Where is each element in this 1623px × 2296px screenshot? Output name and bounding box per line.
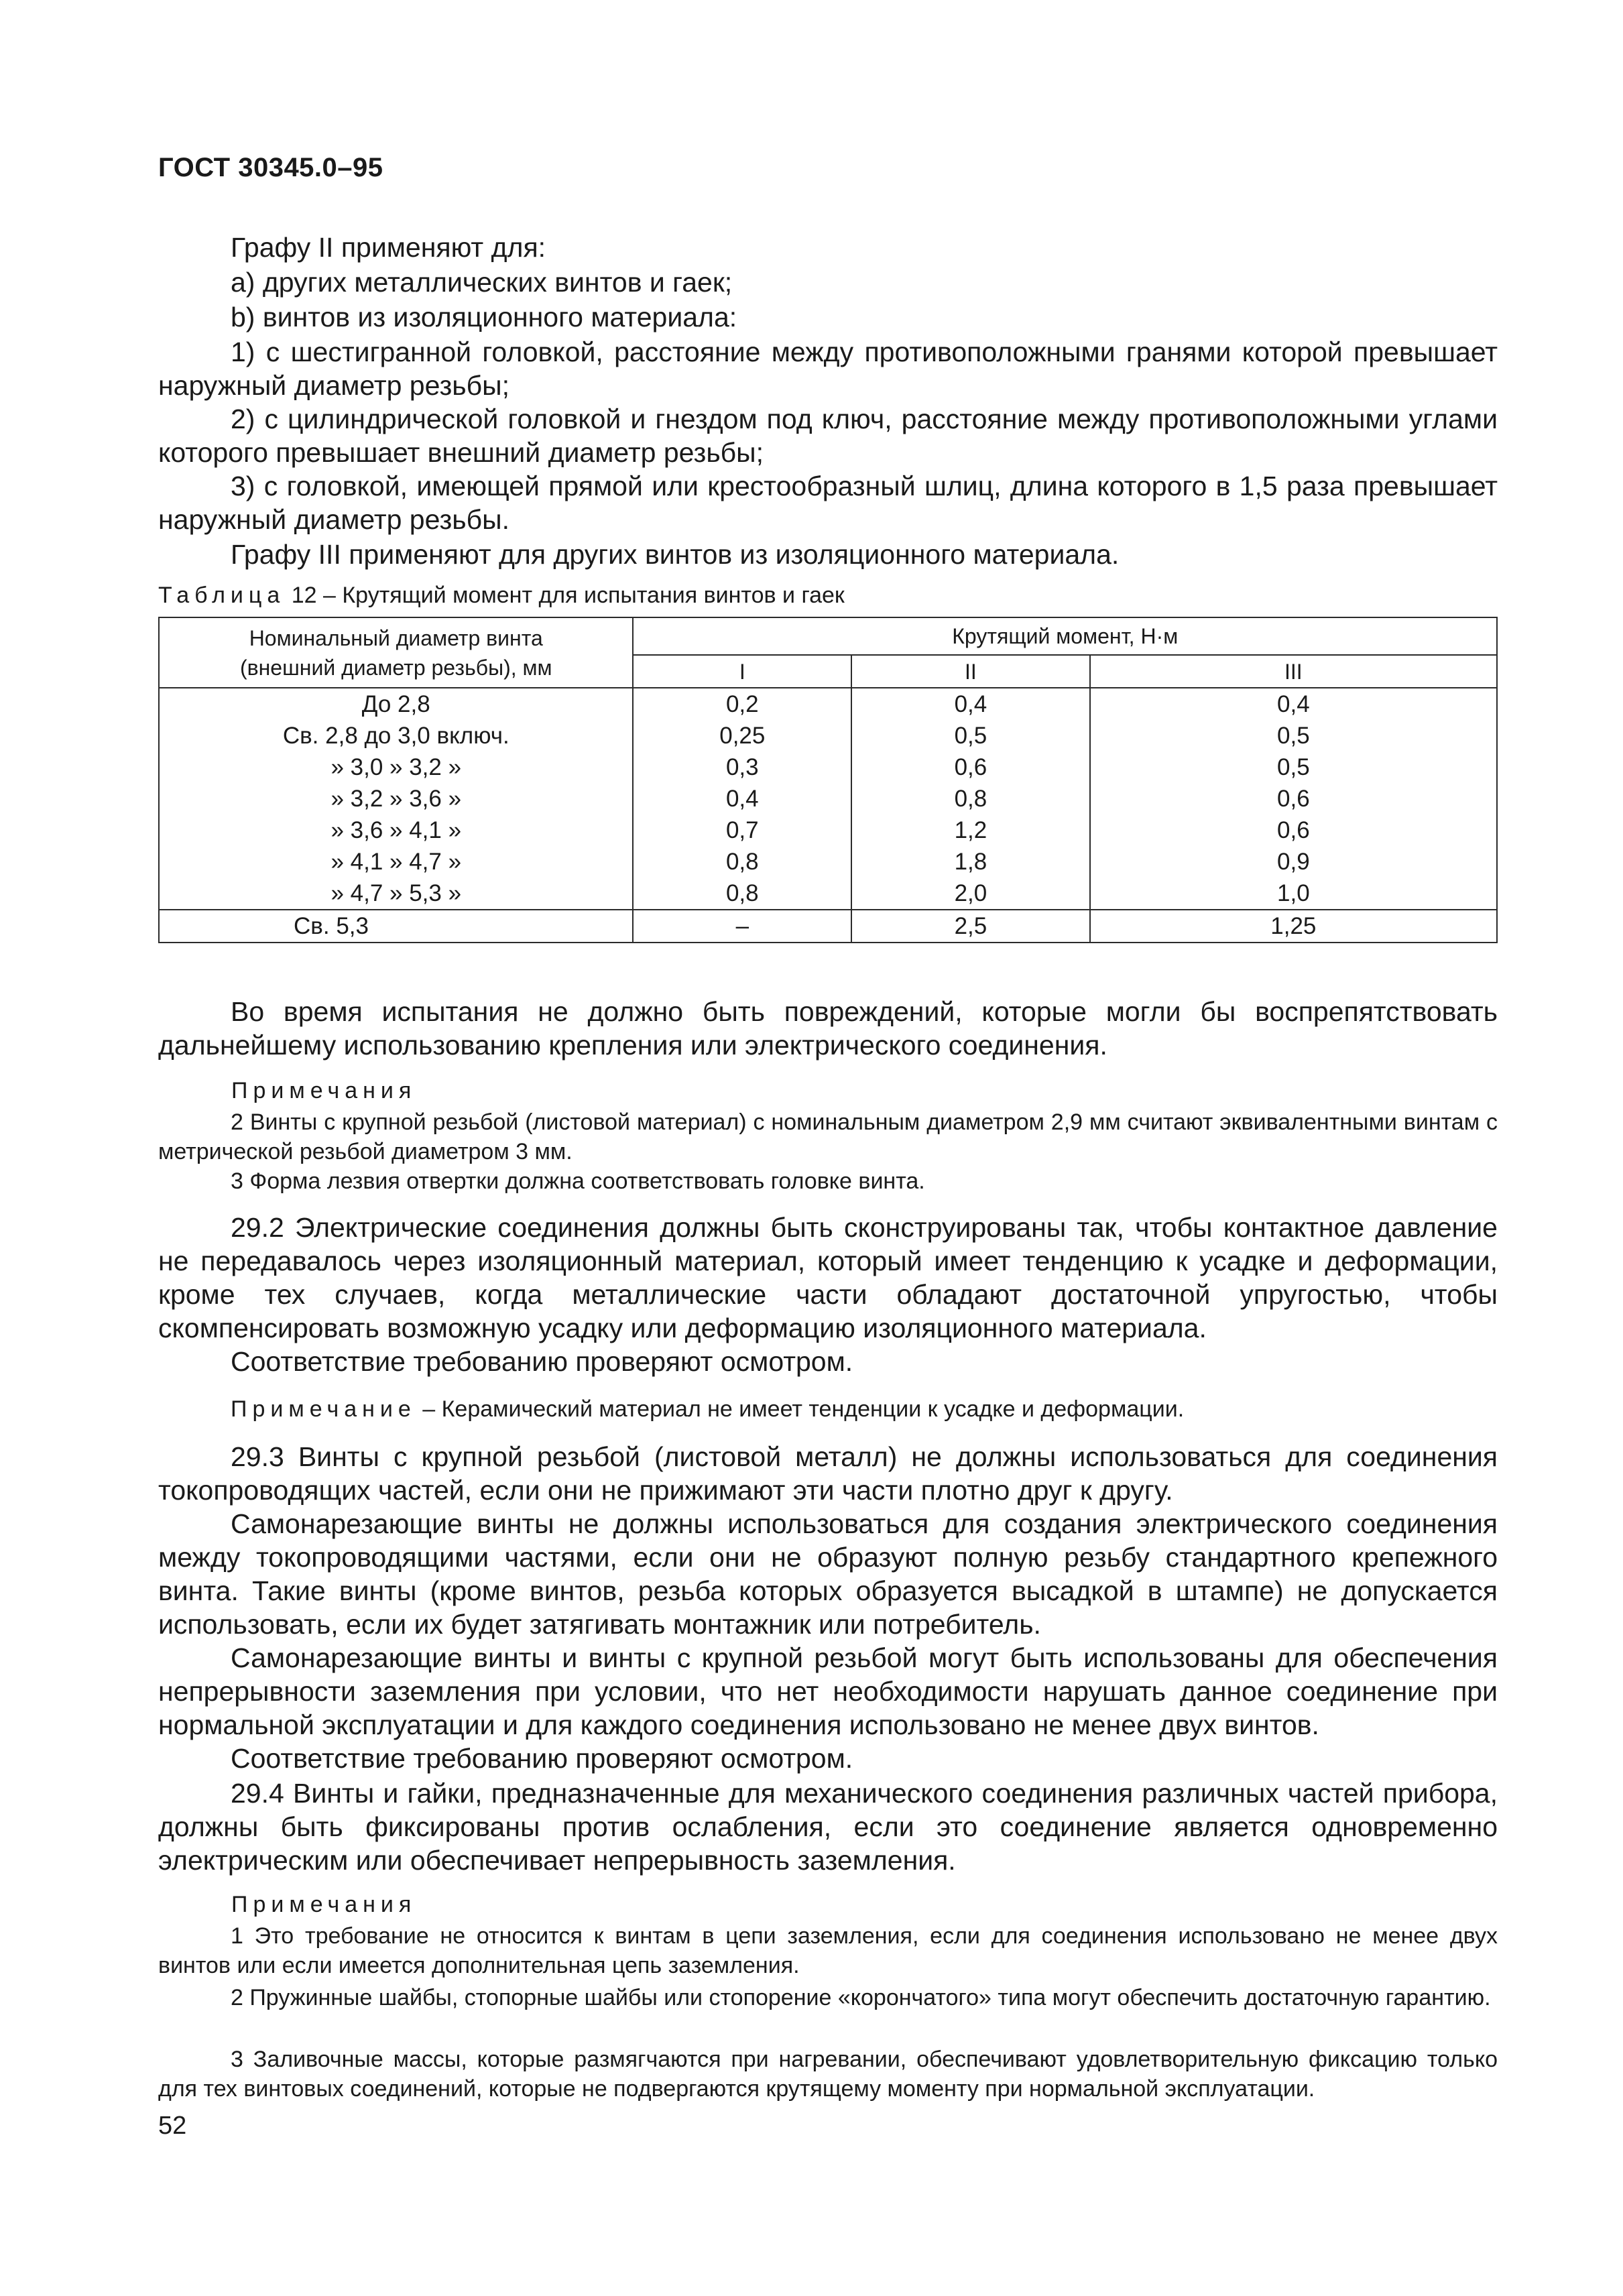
table-row: [159, 846, 1497, 878]
section-29-2-conformity: Соответствие требованию проверяют осмотром.: [231, 1346, 853, 1377]
cell-ii: 0,4: [851, 688, 1090, 720]
table-row: [159, 878, 1497, 910]
header-torque: Крутящий момент, Н·м: [633, 617, 1497, 655]
table-row: [159, 751, 1497, 783]
header-col-i: I: [633, 655, 851, 688]
cell-iii: 0,5: [1090, 720, 1497, 751]
cell-ii: 1,8: [851, 846, 1090, 878]
intro-paragraph-7: Графу III применяют для других винтов из изоляционного материала.: [231, 539, 1120, 570]
note-4-3: 3 Заливочные массы, которые размягчаются при нагревании, обеспечивают удовлетворительную фиксацию только для тех винтовых соединений, которые не подвергаются крутящему моменту при нормальной эксплуатации.: [158, 2047, 1498, 2102]
note-4-1: 1 Это требование не относится к винтам в цепи заземления, если для соединения использовано не менее двух винтов или если имеется дополнительная цепь заземления.: [158, 1923, 1498, 1978]
cell-diameter: » 4,7 » 5,3 »: [159, 878, 633, 910]
section-29-3-paragraph-2: Самонарезающие винты не должны использоваться для создания электрического соединения между токопроводящими частями, если они не образуют полную резьбу стандартного крепежного винта. Такие винты (кроме винтов, резьба которых образуется высадкой в штампе) не допускается использовать, если их будет затягивать монтажник или потребитель.: [158, 1508, 1498, 1640]
notes-heading-2: Примечания: [231, 1892, 417, 1917]
cell-diameter: Св. 5,3: [159, 910, 633, 943]
intro-paragraph-6: 3) с головкой, имеющей прямой или крестообразный шлиц, длина которого в 1,5 раза превышает наружный диаметр резьбы.: [158, 471, 1498, 535]
cell-iii: 1,25: [1090, 910, 1497, 943]
cell-i: 0,2: [633, 688, 851, 720]
cell-i: 0,4: [633, 783, 851, 814]
after-table-paragraph: Во время испытания не должно быть повреждений, которые могли бы воспрепятствовать дальнейшему использованию крепления или электрического соединения.: [158, 996, 1498, 1061]
note-2: 2 Винты с крупной резьбой (листовой материал) с номинальным диаметром 2,9 мм считают эквивалентными винтам с метрической резьбой диаметром 3 мм.: [158, 1109, 1498, 1164]
cell-i: 0,8: [633, 878, 851, 910]
header-diameter: Номинальный диаметр винта (внешний диаметр резьбы), мм: [159, 617, 633, 688]
cell-diameter: » 3,0 » 3,2 »: [159, 751, 633, 783]
table-row: [159, 910, 1497, 943]
section-29-3-conformity: Соответствие требованию проверяют осмотром.: [231, 1743, 853, 1774]
cell-iii: 0,9: [1090, 846, 1497, 878]
cell-diameter: До 2,8: [159, 688, 633, 720]
cell-ii: 0,6: [851, 751, 1090, 783]
note-3: 3 Форма лезвия отвертки должна соответствовать головке винта.: [231, 1168, 925, 1194]
intro-paragraph-5: 2) с цилиндрической головкой и гнездом под ключ, расстояние между противоположными углами которого превышает внешний диаметр резьбы;: [158, 404, 1498, 468]
cell-diameter: Св. 2,8 до 3,0 включ.: [159, 720, 633, 751]
standard-header: ГОСТ 30345.0–95: [158, 153, 383, 182]
section-29-3-paragraph-1: 29.3 Винты с крупной резьбой (листовой металл) не должны использоваться для соединения токопроводящих частей, если они не прижимают эти части плотно друг к другу.: [158, 1441, 1498, 1506]
table-row: [159, 720, 1497, 751]
cell-ii: 2,5: [851, 910, 1090, 943]
cell-ii: 0,5: [851, 720, 1090, 751]
cell-i: 0,25: [633, 720, 851, 751]
cell-diameter: » 3,6 » 4,1 »: [159, 814, 633, 846]
header-col-ii: II: [851, 655, 1090, 688]
cell-ii: 1,2: [851, 814, 1090, 846]
cell-diameter: » 4,1 » 4,7 »: [159, 846, 633, 878]
note-ceramic-text: – Керамический материал не имеет тенденции к усадке и деформации.: [416, 1396, 1185, 1422]
note-ceramic: [158, 1394, 1498, 1424]
cell-i: 0,8: [633, 846, 851, 878]
note-ceramic-label: Примечание: [231, 1396, 416, 1422]
cell-i: 0,3: [633, 751, 851, 783]
intro-paragraph-1: Графу II применяют для:: [231, 232, 546, 263]
cell-iii: 0,5: [1090, 751, 1497, 783]
table-caption: [158, 582, 845, 609]
header-col-iii: III: [1090, 655, 1497, 688]
intro-paragraph-3: b) винтов из изоляционного материала:: [231, 302, 737, 333]
page-number: 52: [158, 2112, 187, 2140]
note-4-2: 2 Пружинные шайбы, стопорные шайбы или стопорение «корончатого» типа могут обеспечить достаточную гарантию.: [231, 1985, 1491, 2010]
cell-iii: 0,6: [1090, 783, 1497, 814]
intro-paragraph-2: a) других металлических винтов и гаек;: [231, 267, 733, 298]
cell-i: 0,7: [633, 814, 851, 846]
table-caption-text: 12 – Крутящий момент для испытания винтов и гаек: [285, 583, 845, 608]
section-29-2-paragraph: 29.2 Электрические соединения должны быть сконструированы так, чтобы контактное давление не передавалось через изоляционный материал, который имеет тенденцию к усадке и деформации, кроме тех случаев, когда металлические части обладают достаточной упругостью, чтобы скомпенсировать возможную усадку или деформацию изоляционного материала.: [158, 1212, 1498, 1343]
cell-ii: 0,8: [851, 783, 1090, 814]
cell-diameter: » 3,2 » 3,6 »: [159, 783, 633, 814]
cell-i: –: [633, 910, 851, 943]
table-row: [159, 814, 1497, 846]
cell-ii: 2,0: [851, 878, 1090, 910]
torque-table: [158, 617, 1498, 943]
cell-iii: 0,4: [1090, 688, 1497, 720]
table-row: [159, 688, 1497, 720]
cell-iii: 0,6: [1090, 814, 1497, 846]
section-29-3-paragraph-3: Самонарезающие винты и винты с крупной резьбой могут быть использованы для обеспечения непрерывности заземления при условии, что нет необходимости нарушать данное соединение при нормальной эксплуатации и для каждого соединения использовано не менее двух винтов.: [158, 1642, 1498, 1740]
intro-paragraph-4: 1) с шестигранной головкой, расстояние между противоположными гранями которой превышает наружный диаметр резьбы;: [158, 337, 1498, 401]
table-row: [159, 783, 1497, 814]
table-caption-word: Таблица: [158, 583, 286, 608]
section-29-4-paragraph: 29.4 Винты и гайки, предназначенные для механического соединения различных частей прибора, должны быть фиксированы против ослабления, если это соединение является одновременно электрическим или обеспечивает непрерывность заземления.: [158, 1778, 1498, 1876]
notes-heading-1: Примечания: [231, 1078, 417, 1103]
cell-iii: 1,0: [1090, 878, 1497, 910]
